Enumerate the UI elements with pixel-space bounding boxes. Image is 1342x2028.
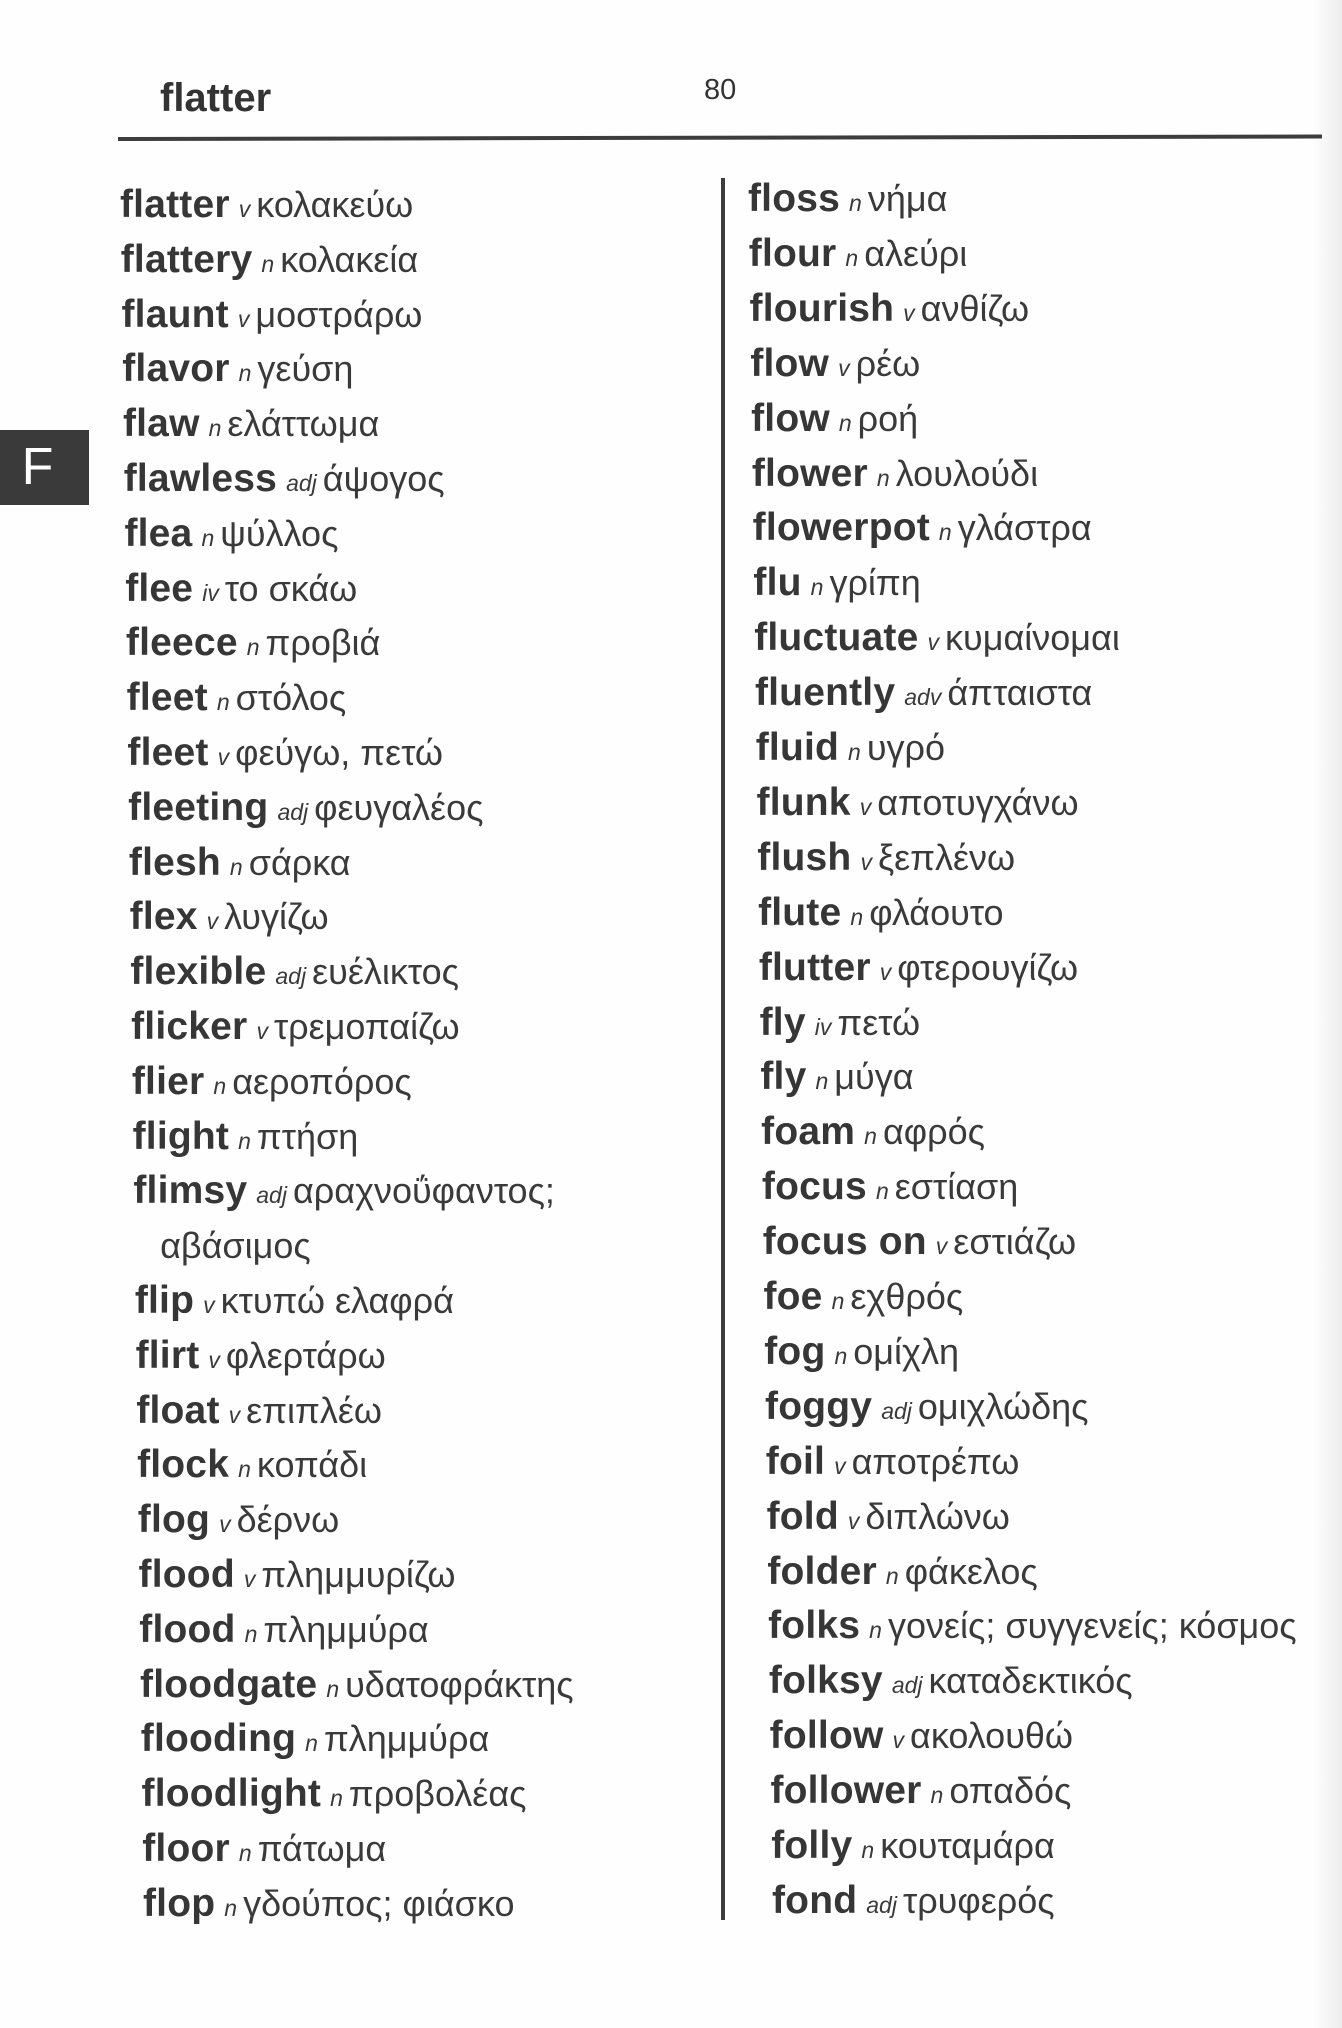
dictionary-entry (767, 1547, 1037, 1597)
part-of-speech: v (237, 305, 250, 332)
translation: πλημμυρίζω (261, 1554, 456, 1595)
translation: γδούπος; φιάσκο (243, 1882, 515, 1924)
part-of-speech: adj (256, 1182, 287, 1209)
headword: flow (750, 341, 830, 385)
translation: άπταιστα (947, 672, 1093, 714)
part-of-speech: n (244, 1620, 258, 1647)
part-of-speech: v (903, 299, 915, 326)
translation: κολακεύω (256, 184, 414, 225)
dictionary-entry (763, 1272, 963, 1322)
translation: φεύγω, πετώ (235, 732, 444, 773)
headword: flesh (128, 840, 221, 884)
dictionary-entry (135, 1276, 454, 1326)
headword: flood (138, 1553, 235, 1596)
part-of-speech: n (938, 519, 952, 546)
part-of-speech: n (875, 1178, 889, 1205)
dictionary-entry (125, 564, 357, 614)
headword: floss (748, 177, 841, 220)
translation: πάτωμα (257, 1828, 387, 1869)
dictionary-entry (750, 339, 920, 389)
dictionary-entry (132, 1057, 412, 1107)
dictionary-entry (749, 229, 967, 279)
dictionary-entry (770, 1766, 1071, 1816)
dictionary-entry (754, 613, 1120, 663)
part-of-speech: n (238, 360, 252, 387)
part-of-speech: v (847, 1507, 860, 1534)
translation: ανθίζω (920, 287, 1030, 329)
part-of-speech: n (201, 524, 215, 551)
translation: δέρνω (236, 1499, 340, 1541)
headword: flea (124, 511, 193, 555)
headword: flight (132, 1114, 230, 1158)
dictionary-entry (121, 235, 418, 285)
translation: ομιχλώδης (917, 1385, 1089, 1427)
headword: flutter (758, 945, 871, 989)
headword: fluently (754, 671, 896, 715)
translation: φλάουτο (869, 891, 1004, 933)
part-of-speech: n (229, 853, 243, 880)
headword: folksy (768, 1659, 883, 1703)
headword: flirt (135, 1333, 200, 1377)
headword: flatter (120, 183, 230, 226)
translation: προβιά (265, 622, 381, 664)
dictionary-entry (771, 1821, 1055, 1871)
headword: flop (143, 1881, 216, 1925)
headword: flush (757, 835, 852, 879)
translation: ομίχλη (853, 1330, 959, 1372)
dictionary-entry (127, 673, 347, 723)
translation: γρίπη (829, 562, 921, 604)
part-of-speech: n (848, 739, 861, 765)
part-of-speech: n (246, 634, 260, 661)
dictionary-entry (131, 1002, 460, 1052)
dictionary-entry (139, 1550, 456, 1600)
part-of-speech: n (208, 415, 222, 442)
part-of-speech: adj (277, 798, 309, 825)
part-of-speech: v (243, 1566, 256, 1592)
translation: αποτρέπω (851, 1440, 1020, 1482)
dictionary-entry (130, 892, 329, 942)
column-divider (721, 178, 725, 1920)
headword: flu (753, 561, 802, 605)
dictionary-entry (133, 1112, 359, 1162)
dictionary-entry (139, 1605, 428, 1655)
translation: εχθρός (850, 1276, 964, 1317)
dictionary-entry (762, 1162, 1018, 1212)
headword: fleece (125, 621, 238, 665)
translation: αφρός (882, 1111, 985, 1153)
dictionary-entry (764, 1327, 959, 1377)
part-of-speech: n (845, 244, 859, 271)
translation: πετώ (837, 1001, 921, 1043)
translation: ρέω (855, 342, 921, 384)
translation: καταδεκτικός (928, 1660, 1133, 1702)
translation: λουλούδι (895, 452, 1039, 494)
dictionary-entry (769, 1656, 1133, 1706)
dictionary-entry (757, 833, 1015, 883)
dictionary-entry (765, 1382, 1089, 1432)
header-rule (118, 134, 1322, 141)
dictionary-entry (757, 778, 1079, 828)
headword: foe (763, 1275, 823, 1318)
translation: ακολουθώ (910, 1715, 1074, 1757)
headword: folder (767, 1549, 877, 1593)
translation: πλημμύρα (323, 1718, 490, 1760)
translation: άψογος (322, 458, 445, 499)
dictionary-entry (142, 1824, 386, 1874)
translation: επιπλέω (246, 1389, 383, 1431)
headword: flood (139, 1607, 236, 1651)
dictionary-entry (748, 174, 947, 224)
translation: γονείς; συγγενείς; κόσμος (887, 1605, 1297, 1647)
translation: κυμαίνομαι (945, 617, 1120, 659)
headword: fog (764, 1329, 826, 1373)
part-of-speech: n (850, 903, 864, 930)
translation: γλάστρα (957, 507, 1092, 549)
headword: foggy (765, 1384, 873, 1428)
headword: folks (768, 1604, 861, 1648)
dictionary-entry (143, 1879, 514, 1929)
translation-continuation: αβάσιμος (160, 1225, 311, 1267)
translation: κολακεία (280, 238, 419, 280)
translation: γεύση (257, 348, 354, 390)
translation: ελάττωμα (227, 403, 380, 445)
part-of-speech: v (927, 629, 940, 656)
dictionary-entry (140, 1660, 574, 1710)
part-of-speech: n (224, 1894, 238, 1921)
dictionary-entry (137, 1440, 367, 1490)
headword: flexible (130, 950, 267, 994)
dictionary-entry (760, 1052, 913, 1102)
translation: στόλος (235, 677, 347, 719)
translation: κουταμάρα (880, 1825, 1055, 1866)
translation: αποτυγχάνω (877, 781, 1079, 823)
part-of-speech: v (935, 1233, 948, 1260)
headword: flaunt (121, 292, 229, 336)
translation: ξεπλένω (877, 836, 1016, 878)
dictionary-entry (128, 783, 483, 833)
translation: πλημμύρα (263, 1608, 429, 1650)
translation: εστίαση (894, 1166, 1019, 1208)
part-of-speech: n (885, 1562, 899, 1589)
headword: flip (134, 1279, 195, 1322)
dictionary-entry (766, 1437, 1020, 1487)
part-of-speech: v (217, 744, 230, 770)
dictionary-entry (130, 947, 459, 997)
part-of-speech: n (861, 1837, 875, 1863)
translation: τρυφερός (902, 1879, 1055, 1921)
translation: αλεύρι (864, 232, 968, 274)
dictionary-entry (141, 1714, 490, 1764)
headword: flier (131, 1059, 205, 1103)
translation: το σκάω (224, 567, 358, 609)
translation: μύγα (834, 1056, 914, 1098)
translation: κτυπώ ελαφρά (220, 1280, 454, 1321)
dictionary-entry (124, 454, 445, 504)
dictionary-entry (753, 503, 1092, 553)
part-of-speech: adj (866, 1891, 897, 1918)
translation: αραχνοΰφαντος; (292, 1170, 555, 1212)
part-of-speech: adj (881, 1397, 912, 1424)
dictionary-entry (767, 1492, 1010, 1542)
headword: flourish (749, 286, 895, 330)
headword: fly (760, 1055, 807, 1099)
page-number: 80 (704, 74, 737, 106)
headword: flower (751, 451, 868, 495)
headword: flimsy (133, 1169, 248, 1213)
dictionary-entry (133, 1166, 555, 1216)
part-of-speech: v (208, 1346, 220, 1373)
part-of-speech: v (892, 1727, 905, 1754)
dictionary-entry (752, 449, 1038, 499)
dictionary-entry (761, 1107, 985, 1157)
dictionary-entry (756, 723, 945, 773)
part-of-speech: n (831, 1288, 845, 1314)
headword: folly (771, 1824, 853, 1867)
translation: πτήση (256, 1115, 359, 1157)
part-of-speech: v (859, 793, 872, 820)
headword: flock (137, 1443, 230, 1487)
translation: σάρκα (248, 841, 351, 883)
part-of-speech: adv (904, 684, 942, 711)
part-of-speech: n (834, 1342, 848, 1369)
headword: foam (761, 1110, 856, 1154)
headword: follower (770, 1769, 922, 1813)
dictionary-entry (120, 180, 413, 230)
part-of-speech: iv (814, 1013, 832, 1040)
letter-thumb-tab (0, 430, 89, 505)
translation: λυγίζω (224, 896, 329, 938)
part-of-speech: n (238, 1127, 251, 1154)
headword: fond (772, 1878, 858, 1922)
translation: τρεμοπαίζω (273, 1006, 460, 1047)
part-of-speech: v (203, 1292, 215, 1318)
part-of-speech: v (879, 958, 892, 985)
part-of-speech: n (869, 1617, 882, 1644)
translation: οπαδός (949, 1770, 1072, 1812)
headword: flaw (122, 402, 200, 446)
translation: κοπάδι (256, 1444, 368, 1486)
part-of-speech: n (330, 1785, 343, 1812)
dictionary-entry (770, 1711, 1073, 1761)
headword: flattery (120, 237, 253, 281)
headword: focus (761, 1165, 867, 1209)
dictionary-entry (751, 394, 918, 444)
dictionary-entry (772, 1876, 1055, 1926)
part-of-speech: n (238, 1456, 251, 1483)
part-of-speech: v (219, 1511, 231, 1538)
headword: flowerpot (752, 506, 930, 550)
headword: flute (758, 890, 842, 934)
page-edge-shadow (1312, 0, 1342, 2028)
dictionary-entry (760, 998, 920, 1048)
dictionary-entry (755, 668, 1092, 718)
translation: φευγαλέος (314, 786, 484, 828)
part-of-speech: n (815, 1068, 829, 1095)
part-of-speech: n (930, 1782, 944, 1809)
part-of-speech: n (876, 464, 890, 491)
translation: αεροπόρος (232, 1060, 412, 1102)
part-of-speech: n (213, 1072, 227, 1099)
headword: foil (765, 1439, 826, 1483)
headword: fold (766, 1494, 839, 1538)
dictionary-entry (136, 1331, 386, 1381)
headword: fly (759, 1000, 806, 1044)
thumb-tab-letter: F (21, 438, 54, 496)
headword: follow (769, 1714, 884, 1758)
dictionary-entry (142, 1769, 527, 1819)
part-of-speech: v (256, 1018, 268, 1044)
dictionary-entry (129, 838, 351, 888)
headword: flawless (123, 457, 278, 500)
headword: flog (137, 1498, 211, 1542)
dictionary-entry (753, 558, 920, 608)
translation: εστιάζω (953, 1221, 1077, 1263)
translation: φάκελος (904, 1550, 1038, 1592)
dictionary-entry (127, 728, 443, 778)
part-of-speech: adj (275, 963, 307, 990)
running-head: flatter (160, 76, 272, 120)
part-of-speech: n (849, 190, 862, 216)
dictionary-entry (758, 888, 1004, 938)
dictionary-entry (124, 509, 338, 559)
dictionary-entry (126, 618, 380, 668)
translation: ροή (857, 397, 919, 439)
translation: νήμα (867, 178, 948, 219)
translation: μοστράρω (255, 293, 423, 335)
headword: floor (142, 1827, 230, 1870)
headword: flex (129, 895, 198, 939)
headword: fleet (126, 676, 208, 720)
part-of-speech: n (810, 574, 824, 601)
translation: ψύλλος (220, 512, 339, 554)
headword: fluctuate (754, 616, 919, 660)
dictionary-entry (121, 290, 422, 340)
headword: fleeting (128, 785, 269, 829)
headword: flour (748, 231, 837, 275)
translation: φτερουγίζω (897, 946, 1079, 988)
dictionary-entry (123, 399, 379, 449)
headword: float (136, 1388, 220, 1432)
part-of-speech: adj (891, 1672, 923, 1699)
headword: floodlight (141, 1772, 322, 1816)
dictionary-entry (763, 1217, 1076, 1267)
translation: υδατοφράκτης (345, 1663, 574, 1705)
part-of-speech: adj (286, 470, 317, 496)
part-of-speech: n (838, 409, 852, 436)
part-of-speech: v (206, 908, 219, 935)
part-of-speech: n (216, 689, 230, 716)
translation: φλερτάρω (225, 1334, 386, 1376)
part-of-speech: n (864, 1123, 877, 1150)
translation: ευέλικτος (312, 951, 459, 993)
part-of-speech: n (261, 250, 275, 277)
headword: flow (751, 396, 830, 440)
dictionary-entry (759, 943, 1078, 993)
part-of-speech: v (228, 1401, 241, 1428)
headword: flooding (140, 1717, 297, 1761)
part-of-speech: v (834, 1452, 846, 1479)
headword: flavor (122, 347, 230, 391)
part-of-speech: n (238, 1840, 252, 1866)
part-of-speech: v (860, 848, 872, 875)
headword: fleet (127, 731, 209, 774)
headword: flunk (756, 780, 851, 824)
dictionary-entry (136, 1386, 382, 1436)
dictionary-entry (768, 1601, 1297, 1651)
translation: υγρό (866, 727, 946, 768)
translation: προβολέας (348, 1773, 527, 1815)
headword: fluid (755, 726, 840, 769)
part-of-speech: n (326, 1675, 340, 1702)
headword: floodgate (140, 1662, 318, 1706)
headword: flee (125, 566, 194, 610)
part-of-speech: n (305, 1730, 318, 1757)
translation: διπλώνω (865, 1495, 1010, 1537)
dictionary-entry (138, 1495, 339, 1545)
part-of-speech: v (838, 354, 850, 381)
dictionary-entry (750, 284, 1030, 334)
headword: focus on (762, 1220, 927, 1264)
part-of-speech: iv (202, 579, 219, 606)
headword: flicker (131, 1005, 248, 1048)
dictionary-entry (122, 344, 353, 394)
part-of-speech: v (238, 196, 251, 222)
